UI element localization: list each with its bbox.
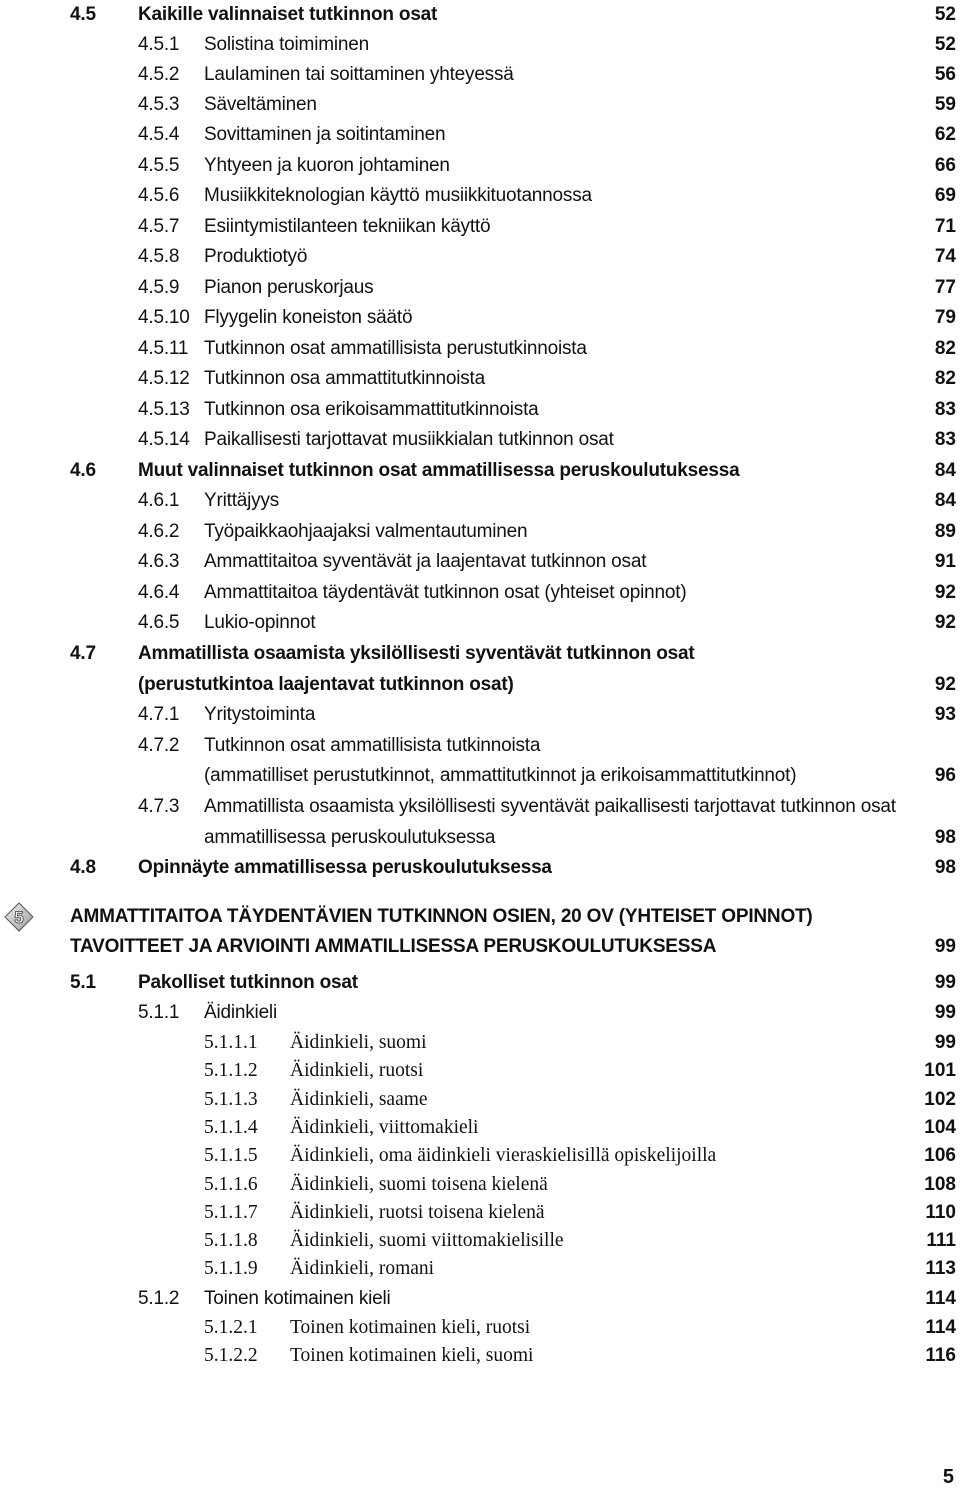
toc-entry-number: 5.1.2 [138,1288,180,1309]
toc-entry-page: 99 [934,936,956,957]
toc-entry-page: 99 [934,1032,956,1053]
toc-entry-number: 4.5.9 [138,277,180,298]
toc-entry-title: Äidinkieli, suomi [290,1032,427,1053]
toc-entry-number: 4.6.2 [138,521,180,542]
toc-entry-title: Flyygelin koneiston säätö [204,307,413,328]
toc-entry-number: 4.6.4 [138,582,180,603]
toc-entry-number: 4.5.11 [138,338,189,359]
toc-entry-page: 84 [934,490,956,511]
toc-entry-title: Äidinkieli, viittomakieli [290,1117,479,1138]
toc-entry-title: AMMATTITAITOA TÄYDENTÄVIEN TUTKINNON OSIEN, 20 OV (YHTEISET OPINNOT) [70,906,813,927]
toc-entry-title: (perustutkintoa laajentavat tutkinnon osat) [138,674,514,695]
toc-entry-number: 4.7.2 [138,735,180,756]
chapter-marker-number: 5 [14,908,24,927]
toc-entry-number: 5.1.1.7 [204,1202,258,1223]
toc-entry-title: Tutkinnon osa erikoisammattitutkinnoista [204,399,539,420]
toc-entry-page: 113 [925,1258,956,1279]
toc-entry-title: Säveltäminen [204,94,317,115]
toc-entry-number: 4.5.8 [138,246,180,267]
toc-entry-title: Äidinkieli, suomi toisena kielenä [290,1174,548,1195]
toc-entry-title: (ammatilliset perustutkinnot, ammattitutkinnot ja erikoisammattitutkinnot) [204,765,797,786]
toc-entry-page: 108 [924,1174,956,1195]
toc-entry-number: 4.7.3 [138,796,180,817]
toc-entry-page: 52 [934,34,956,55]
toc-entry-title: Laulaminen tai soittaminen yhteyessä [204,64,514,85]
toc-entry-page: 110 [925,1202,956,1223]
toc-entry-title: Toinen kotimainen kieli [204,1288,391,1309]
toc-entry-title: Tutkinnon osa ammattitutkinnoista [204,368,486,389]
toc-entry-title: Ammattitaitoa täydentävät tutkinnon osat (yhteiset opinnot) [204,582,687,603]
toc-entry-page: 116 [925,1345,956,1366]
toc-entry-number: 5.1.1.3 [204,1089,258,1110]
toc-entry-page: 62 [934,124,956,145]
toc-entry-title: Paikallisesti tarjottavat musiikkialan tutkinnon osat [204,429,614,450]
toc-entry-page: 59 [934,94,956,115]
toc-entry-number: 4.5.6 [138,185,180,206]
toc-entry-page: 66 [934,155,956,176]
toc-entry-page: 96 [934,765,956,786]
toc-entry-number: 4.5.12 [138,368,190,389]
toc-entry-number: 5.1.1.2 [204,1060,258,1081]
toc-entry-page: 89 [934,521,956,542]
toc-entry-title: Toinen kotimainen kieli, suomi [290,1345,534,1366]
toc-entry-number: 4.7.1 [138,704,180,725]
toc-entry-title: Pianon peruskorjaus [204,277,374,298]
toc-entry-title: Muut valinnaiset tutkinnon osat ammatillisessa peruskoulutuksessa [138,460,740,481]
toc-entry-title: Lukio-opinnot [204,612,316,633]
toc-entry-title: Yhtyeen ja kuoron johtaminen [204,155,450,176]
toc-entry-title: Kaikille valinnaiset tutkinnon osat [138,4,438,25]
toc-entry-page: 101 [924,1060,956,1081]
toc-entry-number: 4.5.3 [138,94,180,115]
toc-entry-title: Ammatillista osaamista yksilöllisesti syventävät tutkinnon osat [138,643,695,664]
toc-entry-number: 4.5.10 [138,307,190,328]
toc-entry-title: Äidinkieli, suomi viittomakielisille [290,1230,564,1251]
toc-entry-number: 5.1.1.4 [204,1117,258,1138]
toc-entry-title: Tutkinnon osat ammatillisista perustutkinnoista [204,338,587,359]
toc-entry-page: 52 [934,4,956,25]
toc-entry-number: 5.1.1.8 [204,1230,258,1251]
toc-entry-number: 4.5.14 [138,429,190,450]
toc-entry-title: Tutkinnon osat ammatillisista tutkinnoista [204,735,541,756]
toc-entry-page: 104 [924,1117,956,1138]
toc-entry-number: 4.6.5 [138,612,180,633]
toc-entry-number: 4.6 [70,460,96,481]
toc-entry-number: 4.5.5 [138,155,180,176]
toc-entry-number: 4.7 [70,643,96,664]
toc-entry-title: Äidinkieli [204,1002,277,1023]
toc-entry-page: 114 [925,1288,956,1309]
toc-entry-number: 4.5.7 [138,216,180,237]
toc-entry-title: ammatillisessa peruskoulutuksessa [204,827,496,848]
toc-entry-title: Esiintymistilanteen tekniikan käyttö [204,216,491,237]
toc-entry-number: 5.1.1.9 [204,1258,258,1279]
toc-entry-number: 4.6.3 [138,551,180,572]
toc-entry-number: 4.5.13 [138,399,190,420]
toc-entry-number: 5.1.1.6 [204,1174,258,1195]
toc-entry-page: 92 [934,582,956,603]
toc-entry-number: 4.5.1 [138,34,180,55]
toc-entry-page: 84 [934,460,956,481]
toc-entry-title: Pakolliset tutkinnon osat [138,972,358,993]
toc-entry-number: 5.1.2.1 [204,1317,258,1338]
toc-entry-title: Opinnäyte ammatillisessa peruskoulutuksessa [138,857,552,878]
toc-entry-page: 74 [934,246,956,267]
toc-entry-page: 106 [924,1145,956,1166]
toc-entry-number: 4.5 [70,4,96,25]
toc-entry-title: TAVOITTEET JA ARVIOINTI AMMATILLISESSA PERUSKOULUTUKSESSA [70,936,717,957]
toc-entry-title: Yritystoiminta [204,704,316,725]
toc-entry-number: 5.1 [70,972,96,993]
toc-entry-title: Produktiotyö [204,246,308,267]
toc-entry-page: 82 [934,368,956,389]
toc-entry-page: 111 [926,1230,956,1251]
toc-entry-page: 92 [934,674,956,695]
toc-entry-number: 5.1.2.2 [204,1345,258,1366]
toc-entry-page: 102 [924,1089,956,1110]
toc-entry-page: 98 [934,857,956,878]
toc-entry-title: Toinen kotimainen kieli, ruotsi [290,1317,531,1338]
toc-entry-title: Sovittaminen ja soitintaminen [204,124,446,145]
toc-entry-title: Solistina toimiminen [204,34,369,55]
toc-entry-number: 5.1.1 [138,1002,180,1023]
toc-entry-page: 91 [934,551,956,572]
toc-entry-title: Äidinkieli, oma äidinkieli vieraskielisillä opiskelijoilla [290,1145,717,1166]
page-number: 5 [942,1466,954,1488]
toc-entry-page: 69 [934,185,956,206]
toc-entry-page: 79 [934,307,956,328]
toc-entry-number: 4.5.4 [138,124,180,145]
toc-entry-page: 93 [934,704,956,725]
toc-entry-title: Ammatillista osaamista yksilöllisesti syventävät paikallisesti tarjottavat tutkinnon osat [204,796,896,817]
toc-entry-number: 4.5.2 [138,64,180,85]
toc-entry-title: Musiikkiteknologian käyttö musiikkituotannossa [204,185,592,206]
toc-entry-page: 99 [934,1002,956,1023]
toc-entry-page: 82 [934,338,956,359]
toc-entry-page: 77 [934,277,956,298]
toc-entry-page: 92 [934,612,956,633]
toc-entry-page: 83 [934,399,956,420]
toc-entry-page: 99 [934,972,956,993]
toc-entry-title: Äidinkieli, romani [290,1258,435,1279]
toc-entry-title: Yrittäjyys [204,490,280,511]
toc-entry-number: 4.6.1 [138,490,180,511]
toc-entry-page: 83 [934,429,956,450]
toc-entry-page: 71 [934,216,956,237]
toc-entry-title: Äidinkieli, saame [290,1089,428,1110]
toc-entry-page: 56 [934,64,956,85]
toc-entry-title: Työpaikkaohjaajaksi valmentautuminen [204,521,528,542]
toc-entry-title: Äidinkieli, ruotsi [290,1060,424,1081]
toc-entry-title: Äidinkieli, ruotsi toisena kielenä [290,1202,545,1223]
toc-entry-number: 5.1.1.1 [204,1032,258,1053]
toc-entry-page: 114 [925,1317,956,1338]
toc-entry-page: 98 [934,827,956,848]
toc-entry-number: 4.8 [70,857,96,878]
toc-entry-title: Ammattitaitoa syventävät ja laajentavat tutkinnon osat [204,551,647,572]
toc-entry-number: 5.1.1.5 [204,1145,258,1166]
chapter-marker [4,902,34,932]
